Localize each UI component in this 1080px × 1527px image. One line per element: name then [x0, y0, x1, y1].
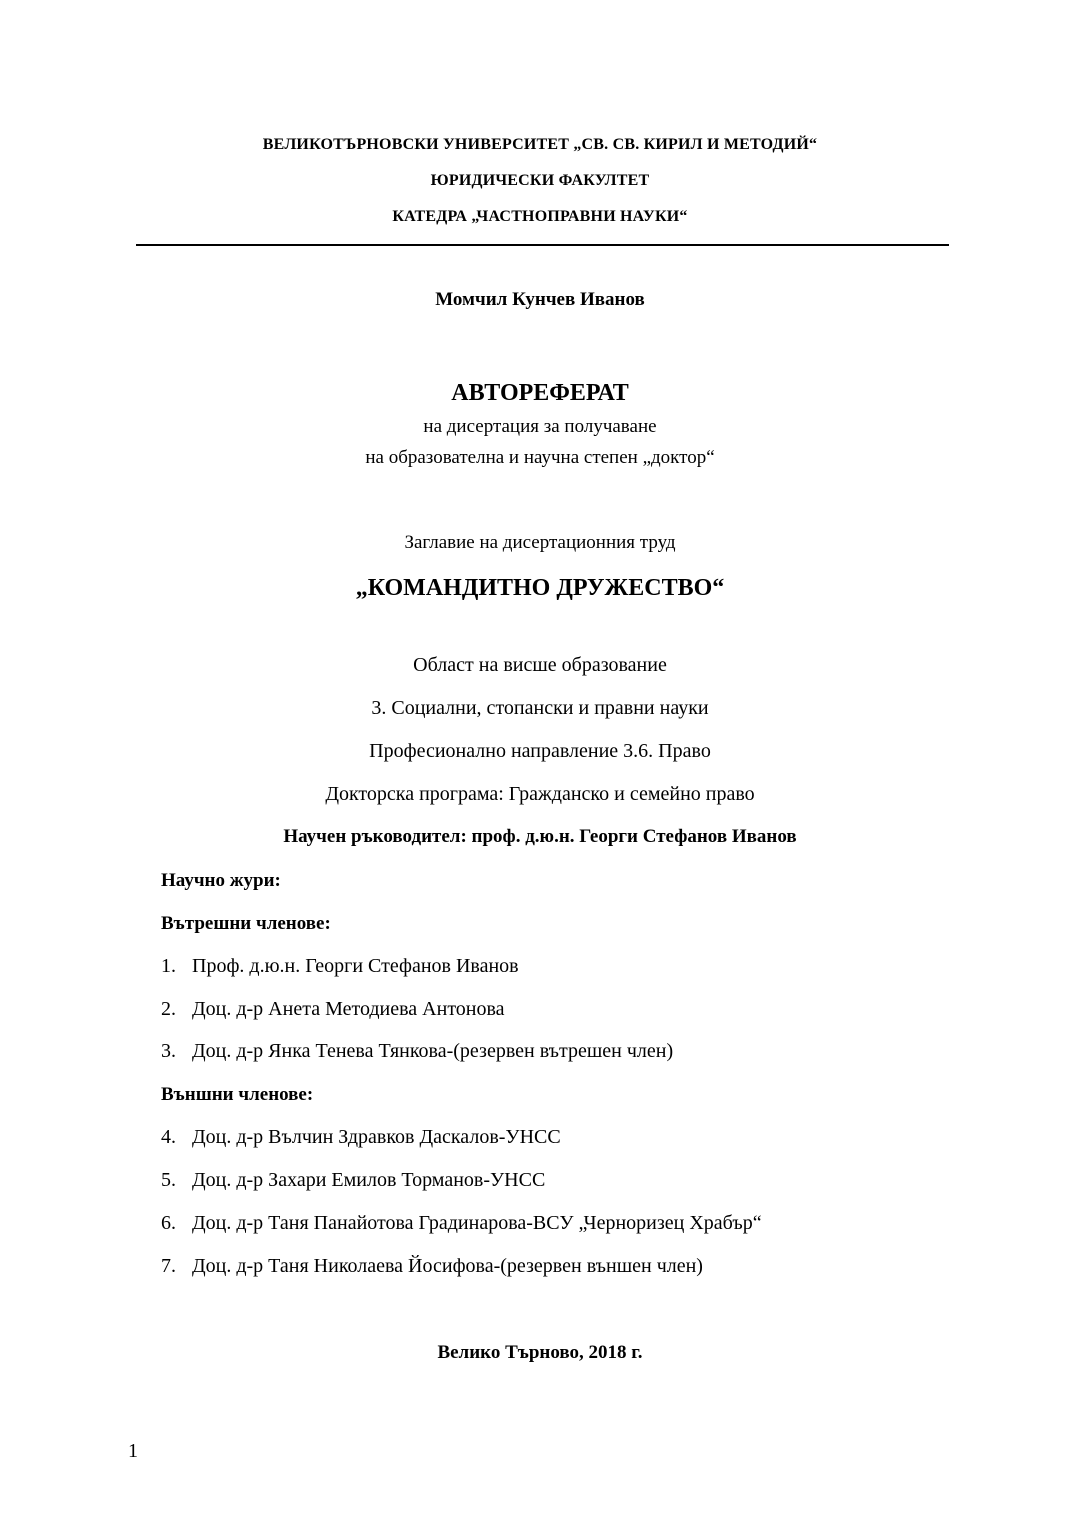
member-name: Доц. д-р Янка Тенева Тянкова-(резервен вътрешен член): [192, 1040, 674, 1062]
page-number: 1: [128, 1440, 138, 1462]
member-name: Доц. д-р Анета Методиева Антонова: [192, 998, 505, 1020]
jury-member: [161, 998, 505, 1021]
member-name: Доц. д-р Таня Панайотова Градинарова-ВСУ „Черноризец Храбър“: [192, 1212, 762, 1234]
external-members-heading: Външни членове:: [161, 1084, 314, 1105]
member-number: 7.: [161, 1255, 176, 1277]
field-area: 3. Социални, стопански и правни науки: [371, 697, 709, 719]
internal-members-heading: Вътрешни членове:: [161, 913, 331, 934]
department-name: КАТЕДРА „ЧАСТНОПРАВНИ НАУКИ“: [392, 208, 688, 225]
thesis-caption: Заглавие на дисертационния труд: [404, 532, 676, 553]
member-name: Доц. д-р Таня Николаева Йосифова-(резервен външен член): [192, 1255, 703, 1277]
doctoral-program: Докторска програма: Гражданско и семейно право: [325, 783, 755, 805]
jury-member: [161, 1212, 762, 1235]
professional-direction: Професионално направление 3.6. Право: [369, 740, 711, 762]
jury-member: [161, 1126, 561, 1149]
member-name: Доц. д-р Вълчин Здравков Даскалов-УНСС: [192, 1126, 561, 1148]
field-area-label: Област на висше образование: [413, 654, 667, 676]
member-number: 2.: [161, 998, 176, 1020]
jury-member: [161, 1169, 545, 1192]
author-name: Момчил Кунчев Иванов: [435, 289, 645, 310]
supervisor: Научен ръководител: проф. д.ю.н. Георги Стефанов Иванов: [283, 826, 797, 847]
document-type-line-2: на образователна и научна степен „доктор“: [365, 447, 715, 468]
jury-member: [161, 1255, 703, 1278]
member-number: 3.: [161, 1040, 176, 1062]
member-number: 4.: [161, 1126, 176, 1148]
member-number: 6.: [161, 1212, 176, 1234]
document-type-title: АВТОРЕФЕРАТ: [451, 380, 629, 406]
jury-member: [161, 955, 519, 978]
faculty-name: ЮРИДИЧЕСКИ ФАКУЛТЕТ: [430, 172, 650, 189]
member-name: Доц. д-р Захари Емилов Торманов-УНСС: [192, 1169, 546, 1191]
jury-heading: Научно жури:: [161, 870, 281, 891]
member-name: Проф. д.ю.н. Георги Стефанов Иванов: [192, 955, 519, 977]
university-name: ВЕЛИКОТЪРНОВСКИ УНИВЕРСИТЕТ „СВ. СВ. КИРИЛ И МЕТОДИЙ“: [262, 136, 818, 153]
member-number: 5.: [161, 1169, 176, 1191]
document-type-line-1: на дисертация за получаване: [423, 416, 657, 437]
jury-member: [161, 1040, 673, 1063]
place-and-year: Велико Търново, 2018 г.: [437, 1342, 643, 1363]
thesis-title: „КОМАНДИТНО ДРУЖЕСТВО“: [355, 575, 725, 601]
member-number: 1.: [161, 955, 176, 977]
header-divider: [136, 244, 949, 246]
